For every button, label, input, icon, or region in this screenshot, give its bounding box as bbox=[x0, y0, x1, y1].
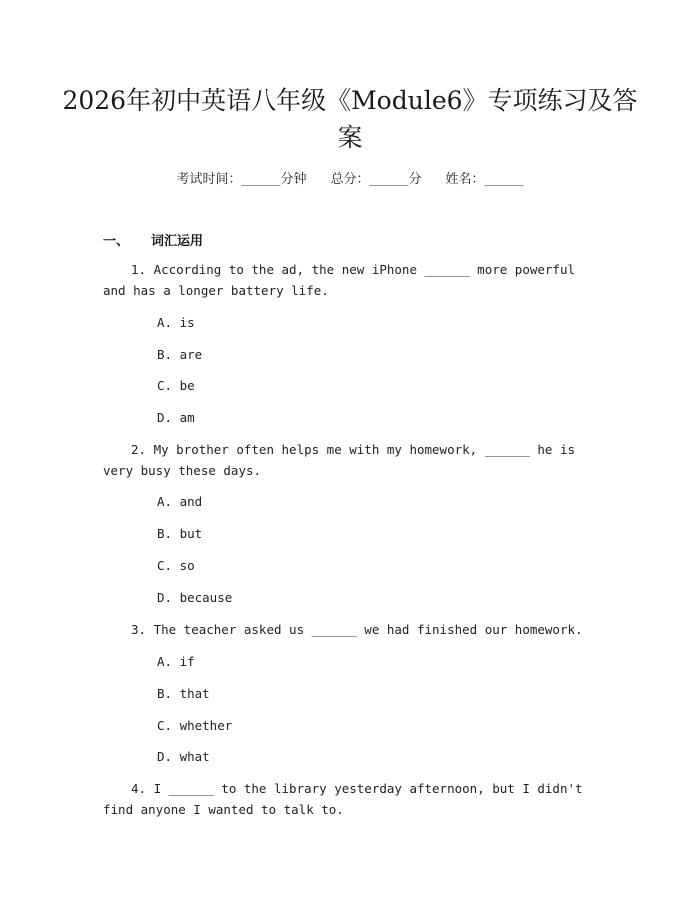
question-3-option-b: B. that bbox=[157, 686, 210, 701]
question-1-option-b: B. are bbox=[157, 347, 203, 362]
question-3-option-c: C. whether bbox=[157, 718, 233, 733]
question-2-option-c: C. so bbox=[157, 558, 195, 573]
section-heading bbox=[103, 230, 203, 249]
exam-info bbox=[0, 168, 700, 187]
question-3-option-d: D. what bbox=[157, 749, 210, 764]
student-name: 姓名：______ bbox=[445, 172, 524, 187]
question-2-option-b: B. but bbox=[157, 526, 203, 541]
question-3-option-a: A. if bbox=[157, 654, 195, 669]
question-4: 4. I ______ to the library yesterday afternoon, but I didn't find anyone I wanted to talk to. bbox=[103, 781, 583, 817]
question-1-option-d: D. am bbox=[157, 410, 195, 425]
question-1-option-a: A. is bbox=[157, 315, 195, 330]
question-2-option-a: A. and bbox=[157, 494, 203, 509]
section-label: 词汇运用 bbox=[151, 234, 204, 249]
question-2-option-d: D. because bbox=[157, 590, 233, 605]
exam-score: 总分：______分 bbox=[330, 172, 422, 187]
question-2: 2. My brother often helps me with my homework, ______ he is very busy these days. bbox=[103, 442, 576, 478]
document-title: 2026年初中英语八年级《Module6》专项练习及答案 bbox=[62, 86, 638, 152]
question-3: 3. The teacher asked us ______ we had finished our homework. bbox=[131, 622, 583, 637]
question-1-option-c: C. be bbox=[157, 378, 195, 393]
question-1: 1. According to the ad, the new iPhone ______ more powerful and has a longer battery life. bbox=[103, 262, 576, 298]
section-number: 一、 bbox=[103, 234, 130, 249]
exam-time: 考试时间：______分钟 bbox=[176, 172, 307, 187]
